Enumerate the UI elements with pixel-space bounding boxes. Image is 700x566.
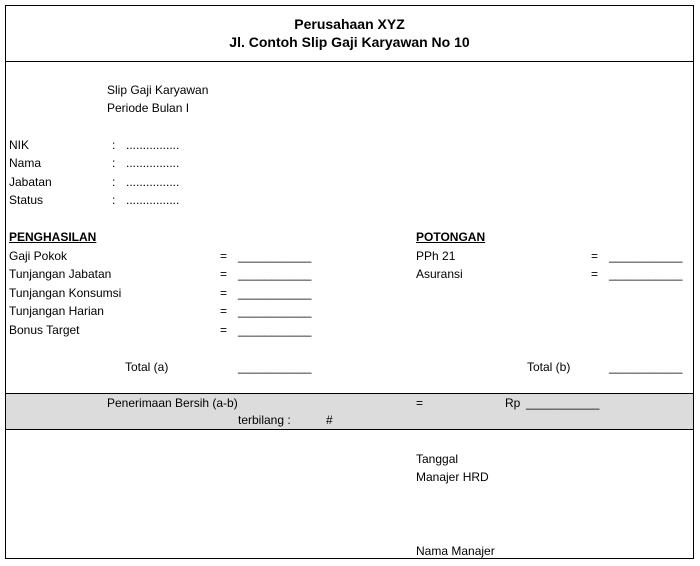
- income-item-eq: =: [220, 323, 228, 337]
- signature-role: Manajer HRD: [416, 470, 489, 484]
- company-address: Jl. Contoh Slip Gaji Karyawan No 10: [229, 34, 470, 50]
- net-pay-band: [6, 393, 693, 412]
- employee-name-sep: :: [112, 156, 116, 170]
- slip-period: Periode Bulan I: [107, 101, 190, 115]
- company-name: Perusahaan XYZ: [294, 16, 405, 32]
- slip-title: Slip Gaji Karyawan: [107, 83, 209, 97]
- income-item-eq: =: [220, 286, 228, 300]
- employee-position-sep: :: [112, 175, 116, 189]
- net-pay-label: Penerimaan Bersih (a-b): [107, 396, 238, 410]
- income-item-eq: =: [220, 304, 228, 318]
- income-item-value: ___________: [238, 323, 312, 337]
- income-item-label: Gaji Pokok: [9, 249, 68, 263]
- signature-date-label: Tanggal: [416, 452, 459, 466]
- income-item-label: Tunjangan Harian: [9, 304, 104, 318]
- employee-nik-sep: :: [112, 138, 116, 152]
- spelled-amount-label: terbilang :: [238, 413, 291, 427]
- employee-status-sep: :: [112, 193, 116, 207]
- income-item-value: ___________: [238, 286, 312, 300]
- employee-nik-label: NIK: [9, 138, 30, 152]
- income-item-eq: =: [220, 267, 228, 281]
- income-item-label: Tunjangan Konsumsi: [9, 286, 122, 300]
- employee-status-value: ................: [126, 193, 180, 207]
- deduction-item-value: ___________: [609, 249, 683, 263]
- deduction-item-eq: =: [591, 249, 599, 263]
- income-item-value: ___________: [238, 249, 312, 263]
- deduction-item-label: Asuransi: [416, 267, 463, 281]
- net-pay-value: ___________: [526, 396, 600, 410]
- employee-position-label: Jabatan: [9, 175, 52, 189]
- employee-position-value: ................: [126, 175, 180, 189]
- deduction-item-value: ___________: [609, 267, 683, 281]
- employee-nik-value: ................: [126, 138, 180, 152]
- deduction-item-label: PPh 21: [416, 249, 456, 263]
- deductions-heading: POTONGAN: [416, 230, 486, 244]
- income-total-label: Total (a): [125, 360, 169, 374]
- employee-name-value: ................: [126, 156, 180, 170]
- net-pay-eq: =: [416, 396, 424, 410]
- income-item-value: ___________: [238, 304, 312, 318]
- income-item-value: ___________: [238, 267, 312, 281]
- deductions-total-label: Total (b): [527, 360, 571, 374]
- income-heading: PENGHASILAN: [9, 230, 97, 244]
- deduction-item-eq: =: [591, 267, 599, 281]
- salary-slip: [5, 5, 694, 559]
- net-pay-currency: Rp: [505, 396, 521, 410]
- deductions-total-value: ___________: [609, 360, 683, 374]
- income-item-eq: =: [220, 249, 228, 263]
- spelled-amount-band: [6, 411, 693, 430]
- income-item-label: Tunjangan Jabatan: [9, 267, 112, 281]
- signature-name: Nama Manajer: [416, 544, 495, 558]
- employee-name-label: Nama: [9, 156, 42, 170]
- employee-status-label: Status: [9, 193, 44, 207]
- income-total-value: ___________: [238, 360, 312, 374]
- income-item-label: Bonus Target: [9, 323, 80, 337]
- slip-header: [6, 6, 693, 62]
- spelled-amount-value: #: [326, 413, 333, 427]
